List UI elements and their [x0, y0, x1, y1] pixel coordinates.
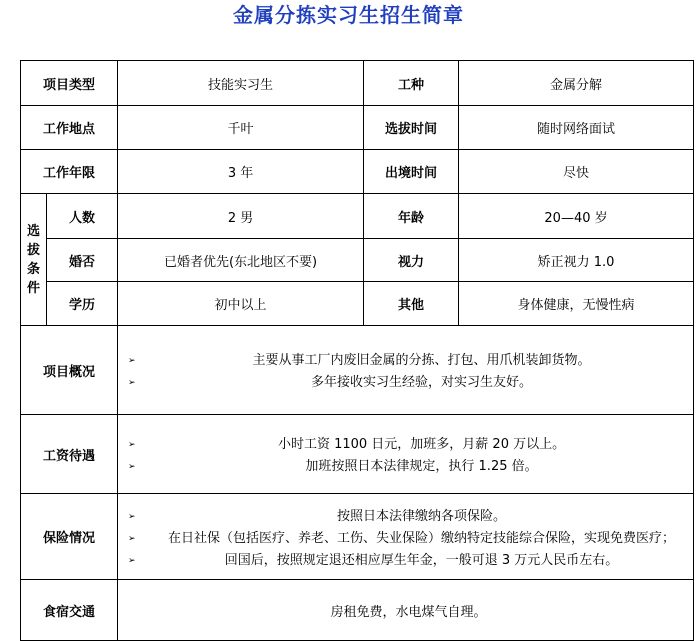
list-item: [122, 434, 693, 456]
job-type-label: 工种: [364, 61, 459, 106]
location-label: 工作地点: [21, 106, 118, 150]
salary-content: [118, 415, 694, 494]
overview-item-text: 主要从事工厂内废旧金属的分拣、打包、用爪机装卸货物。: [252, 353, 591, 368]
salary-item-text: 加班按照日本法律规定，执行 1.25 倍。: [305, 459, 538, 474]
lodging-text: 房租免费，水电煤气自理。: [330, 605, 487, 620]
table-row: [21, 580, 694, 641]
table-row: [21, 106, 694, 150]
project-type-label: 项目类型: [21, 61, 118, 106]
project-type-value: 技能实习生: [118, 61, 364, 106]
table-row: [21, 282, 694, 326]
departure-value: 尽快: [459, 150, 694, 194]
salary-item-text: 小时工资 1100 日元，加班多，月薪 20 万以上。: [277, 437, 566, 452]
count-label: 人数: [47, 194, 118, 239]
vision-label: 视力: [364, 239, 459, 282]
selection-time-value: 随时网络面试: [459, 106, 694, 150]
other-value: 身体健康，无慢性病: [459, 282, 694, 326]
table-row: [21, 494, 694, 580]
list-item: [122, 350, 693, 372]
side-label-char: 件: [26, 280, 40, 296]
list-item: [122, 372, 693, 394]
location-value: 千叶: [118, 106, 364, 150]
arrow-bullet-icon: ➢: [128, 533, 136, 544]
count-value: 2 男: [118, 194, 364, 239]
overview-item-text: 多年接收实习生经验，对实习生友好。: [311, 375, 533, 390]
education-value: 初中以上: [118, 282, 364, 326]
departure-label: 出境时间: [364, 150, 459, 194]
recruitment-table: [20, 60, 694, 641]
insurance-item-text: 回国后，按照规定退还相应厚生年金，一般可退 3 万元人民币左右。: [224, 552, 619, 568]
table-row: [21, 61, 694, 106]
job-type-value: 金属分解: [459, 61, 694, 106]
page-title: 金属分拣实习生招生简章: [233, 3, 464, 27]
table-row: [21, 326, 694, 415]
vision-value: 矫正视力 1.0: [459, 239, 694, 282]
insurance-item-text: 按照日本法律缴纳各项保险。: [337, 508, 507, 524]
list-item: [122, 456, 693, 478]
arrow-bullet-icon: ➢: [128, 462, 136, 472]
selection-criteria-label: [21, 194, 47, 326]
overview-content: [118, 326, 694, 415]
table-row: [21, 150, 694, 194]
other-label: 其他: [364, 282, 459, 326]
salary-label: 工资待遇: [21, 415, 118, 494]
years-value: 3 年: [118, 150, 364, 194]
marital-value: 已婚者优先(东北地区不要): [118, 239, 364, 282]
age-label: 年龄: [364, 194, 459, 239]
table-row: [21, 194, 694, 239]
side-label-char: 选: [26, 223, 40, 239]
side-label-char: 条: [26, 261, 40, 277]
insurance-content: [118, 494, 694, 580]
selection-time-label: 选拔时间: [364, 106, 459, 150]
insurance-item-text: 在日社保（包括医疗、养老、工伤、失业保险）缴纳特定技能综合保险，实现免费医疗；: [168, 530, 676, 546]
table-row: [21, 239, 694, 282]
table-row: [21, 415, 694, 494]
insurance-label: 保险情况: [21, 494, 118, 580]
years-label: 工作年限: [21, 150, 118, 194]
arrow-bullet-icon: ➢: [128, 440, 136, 450]
arrow-bullet-icon: ➢: [128, 511, 136, 522]
list-item: [122, 506, 693, 528]
lodging-content: [118, 580, 694, 641]
marital-label: 婚否: [47, 239, 118, 282]
arrow-bullet-icon: ➢: [128, 356, 136, 366]
age-value: 20—40 岁: [459, 194, 694, 239]
list-item: [122, 528, 693, 550]
arrow-bullet-icon: ➢: [128, 555, 136, 566]
lodging-label: 食宿交通: [21, 580, 118, 641]
side-label-char: 拔: [26, 242, 40, 258]
list-item: [122, 550, 693, 572]
overview-label: 项目概况: [21, 326, 118, 415]
education-label: 学历: [47, 282, 118, 326]
arrow-bullet-icon: ➢: [128, 378, 136, 388]
